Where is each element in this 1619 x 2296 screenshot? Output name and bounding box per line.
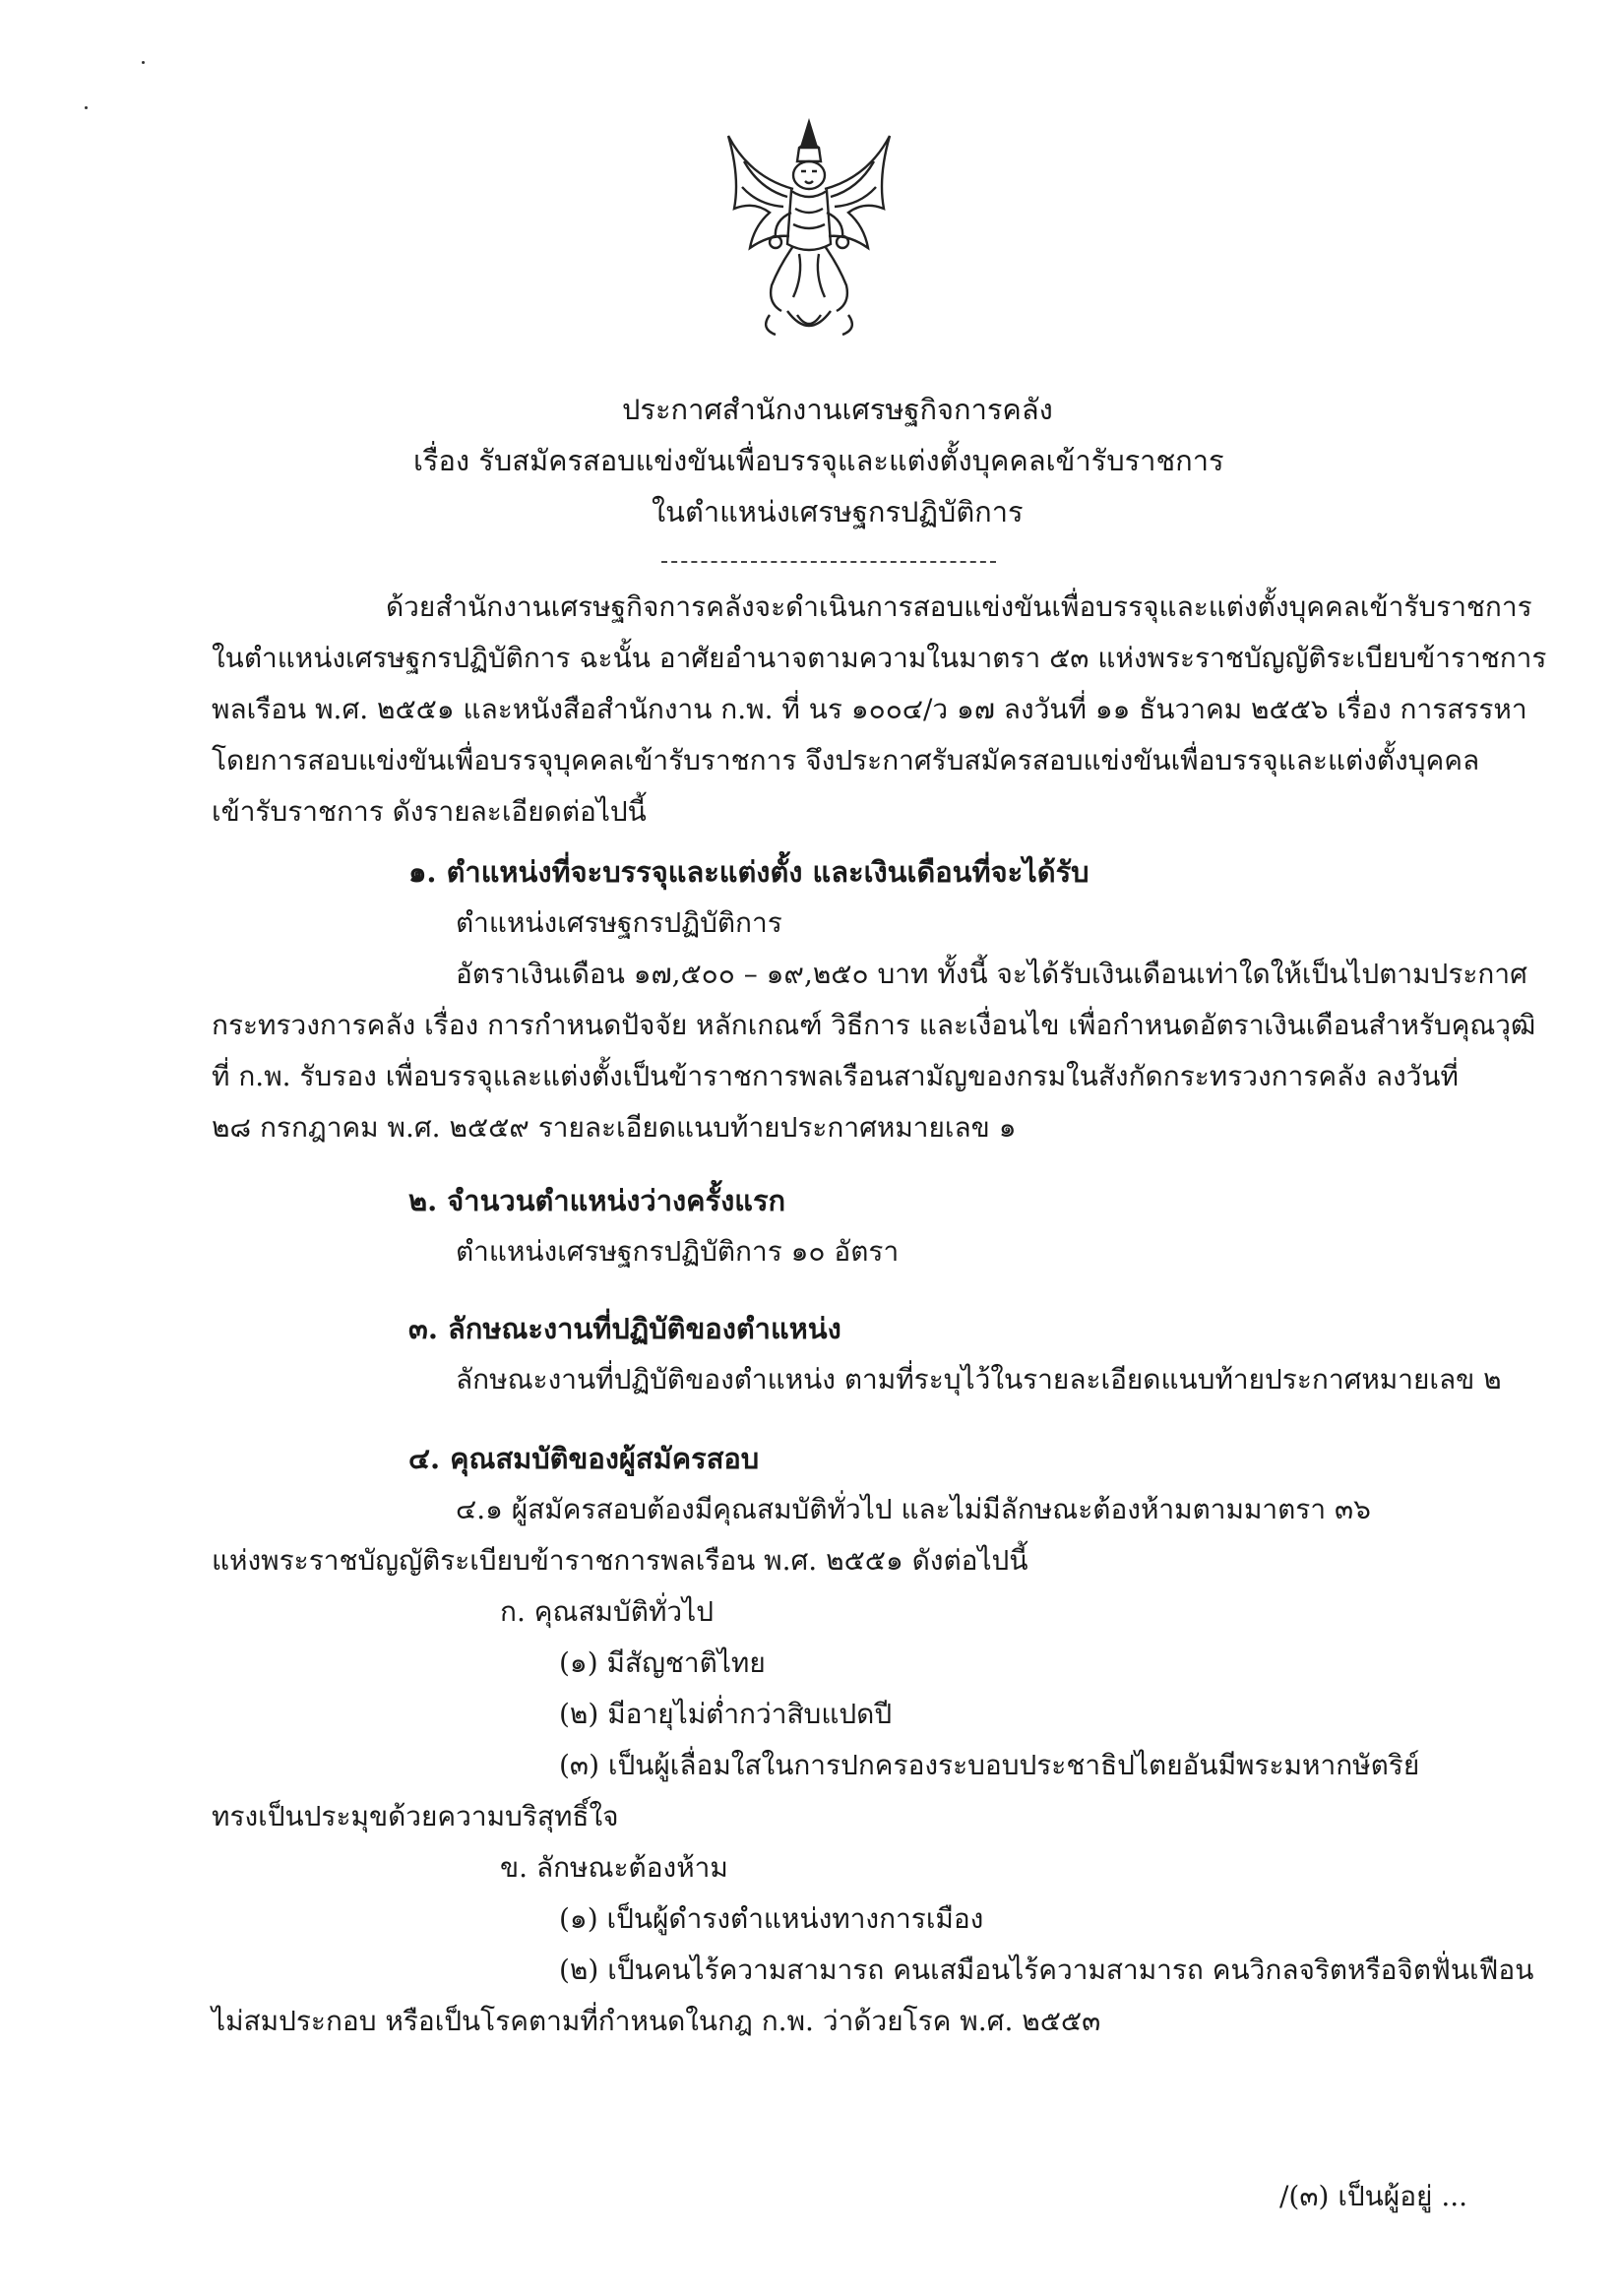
section-2-heading: ๒. จำนวนตำแหน่งว่างครั้งแรก [408,1184,786,1217]
announcement-position: ในตำแหน่งเศรษฐกรปฏิบัติการ [652,495,1024,528]
intro-line: ด้วยสำนักงานเศรษฐกิจการคลังจะดำเนินการสอบแข่งขันเพื่อบรรจุและแต่งตั้งบุคคลเข้ารับราชการ [386,590,1532,623]
announcement-title: ประกาศสำนักงานเศรษฐกิจการคลัง [622,393,1053,426]
section-1-line: กระทรวงการคลัง เรื่อง การกำหนดปัจจัย หลักเกณฑ์ วิธีการ และเงื่อนไข เพื่อกำหนดอัตราเงินเดือนสำหรับคุณวุฒิ [212,1009,1536,1041]
section-2-line: ตำแหน่งเศรษฐกรปฏิบัติการ ๑๐ อัตรา [456,1235,900,1268]
scan-speck [142,61,145,64]
prohibition-item: (๑) เป็นผู้ดำรงตำแหน่งทางการเมือง [559,1902,984,1935]
qualification-item: (๑) มีสัญชาติไทย [559,1646,766,1679]
qualification-item: (๒) มีอายุไม่ต่ำกว่าสิบแปดปี [559,1698,893,1730]
section-4-paragraph: แห่งพระราชบัญญัติระเบียบข้าราชการพลเรือน พ.ศ. ๒๕๕๑ ดังต่อไปนี้ [212,1544,1028,1577]
section-1-line: อัตราเงินเดือน ๑๗,๕๐๐ – ๑๙,๒๕๐ บาท ทั้งนี้ จะได้รับเงินเดือนเท่าใดให้เป็นไปตามประกาศ [456,958,1527,990]
section-4-paragraph: ๔.๑ ผู้สมัครสอบต้องมีคุณสมบัติทั่วไป และไม่มีลักษณะต้องห้ามตามมาตรา ๓๖ [456,1493,1371,1525]
prohibitions-heading: ข. ลักษณะต้องห้าม [500,1851,728,1884]
garuda-emblem-icon [711,118,907,344]
section-1-line: ๒๘ กรกฎาคม พ.ศ. ๒๕๕๙ รายละเอียดแนบท้ายประกาศหมายเลข ๑ [212,1111,1017,1144]
prohibition-item: (๒) เป็นคนไร้ความสามารถ คนเสมือนไร้ความสามารถ คนวิกลจริตหรือจิตฟั่นเฟือน [559,1954,1534,1986]
scan-speck [85,106,88,109]
intro-line: โดยการสอบแข่งขันเพื่อบรรจุบุคคลเข้ารับราชการ จึงประกาศรับสมัครสอบแข่งขันเพื่อบรรจุและแต่งตั้งบุคคล [212,744,1480,776]
section-1-line: ที่ ก.พ. รับรอง เพื่อบรรจุและแต่งตั้งเป็นข้าราชการพลเรือนสามัญของกรมในสังกัดกระทรวงการคลัง ลงวันที่ [212,1060,1459,1092]
header-separator [661,561,996,563]
qualification-item: ทรงเป็นประมุขด้วยความบริสุทธิ์ใจ [212,1800,619,1832]
page-continuation: /(๓) เป็นผู้อยู่ ... [1279,2180,1468,2212]
section-3-heading: ๓. ลักษณะงานที่ปฏิบัติของตำแหน่ง [408,1312,841,1345]
intro-line: ในตำแหน่งเศรษฐกรปฏิบัติการ ฉะนั้น อาศัยอำนาจตามความในมาตรา ๕๓ แห่งพระราชบัญญัติระเบียบข้าราชการ [212,642,1547,674]
announcement-subject: เรื่อง รับสมัครสอบแข่งขันเพื่อบรรจุและแต่งตั้งบุคคลเข้ารับราชการ [413,444,1224,477]
intro-line: พลเรือน พ.ศ. ๒๕๕๑ และหนังสือสำนักงาน ก.พ. ที่ นร ๑๐๐๔/ว ๑๗ ลงวันที่ ๑๑ ธันวาคม ๒๕๕๖ เรื่อง การสรรหา [212,693,1527,725]
prohibition-item: ไม่สมประกอบ หรือเป็นโรคตามที่กำหนดในกฎ ก.พ. ว่าด้วยโรค พ.ศ. ๒๕๕๓ [212,2005,1101,2037]
section-3-line: ลักษณะงานที่ปฏิบัติของตำแหน่ง ตามที่ระบุไว้ในรายละเอียดแนบท้ายประกาศหมายเลข ๒ [456,1363,1502,1396]
general-qualifications-heading: ก. คุณสมบัติทั่วไป [500,1595,714,1628]
section-1-heading: ๑. ตำแหน่งที่จะบรรจุและแต่งตั้ง และเงินเดือนที่จะได้รับ [408,855,1090,889]
intro-line: เข้ารับราชการ ดังรายละเอียดต่อไปนี้ [212,795,647,828]
section-4-heading: ๔. คุณสมบัติของผู้สมัครสอบ [408,1442,760,1475]
qualification-item: (๓) เป็นผู้เลื่อมใสในการปกครองระบอบประชาธิปไตยอันมีพระมหากษัตริย์ [559,1749,1420,1781]
section-1-position: ตำแหน่งเศรษฐกรปฏิบัติการ [456,906,782,939]
